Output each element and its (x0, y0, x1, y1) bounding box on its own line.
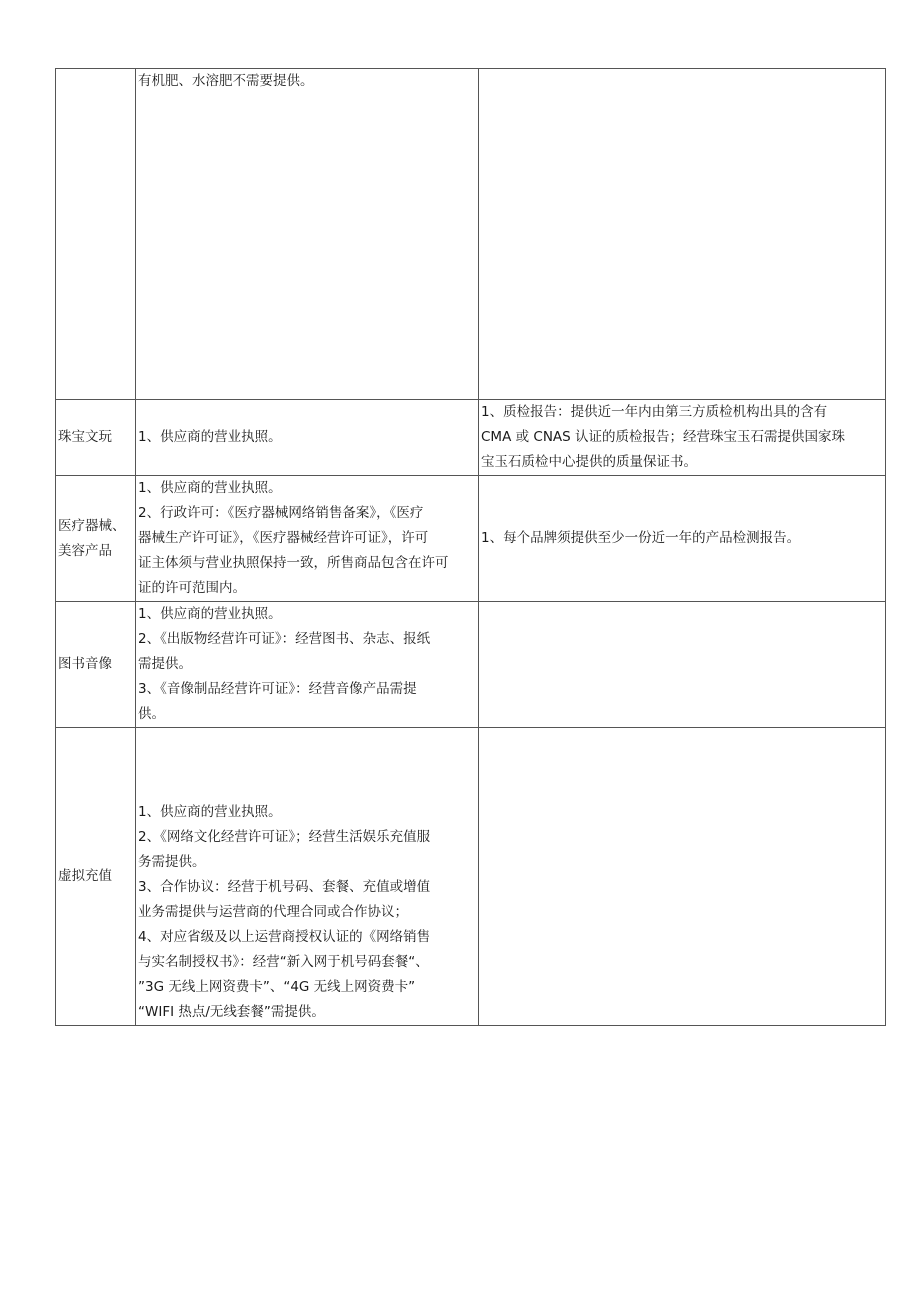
requirement-line: ”3G 无线上网资费卡”、“4G 无线上网资费卡” (138, 979, 416, 995)
category-label: 虚拟充值 (58, 868, 112, 884)
requirements-cell (136, 400, 479, 476)
requirement-line: 有机肥、水溶肥不需要提供。 (138, 73, 314, 89)
requirement-line: 器械生产许可证》，《医疗器械经营许可证》，许可 (138, 530, 429, 546)
quality-cell (479, 602, 886, 728)
table-row (56, 400, 886, 476)
category-cell (56, 602, 136, 728)
quality-line: 1、每个品牌须提供至少一份近一年的产品检测报告。 (481, 530, 801, 546)
category-label: 珠宝文玩 (58, 429, 112, 445)
category-cell (56, 728, 136, 1026)
requirement-line: 4、对应省级及以上运营商授权认证的《网络销售 (138, 929, 431, 945)
category-cell (56, 69, 136, 400)
requirement-line: 2、《出版物经营许可证》：经营图书、杂志、报纸 (138, 631, 431, 647)
table-row (56, 728, 886, 1026)
requirements-cell (136, 728, 479, 1026)
category-cell (56, 400, 136, 476)
requirement-line: 1、供应商的营业执照。 (138, 606, 282, 622)
requirement-line: 1、供应商的营业执照。 (138, 480, 282, 496)
requirements-cell (136, 69, 479, 400)
quality-cell (479, 728, 886, 1026)
category-label: 医疗器械、 (58, 517, 126, 534)
requirement-line: 证主体须与营业执照保持一致，所售商品包含在许可 (138, 555, 449, 571)
requirement-line: 3、合作协议：经营于机号码、套餐、充值或增值 (138, 879, 431, 895)
requirement-line: 供。 (138, 706, 165, 722)
requirement-line: 3、《音像制品经营许可证》：经营音像产品需提 (138, 681, 417, 697)
quality-line: CMA 或 CNAS 认证的质检报告；经营珠宝玉石需提供国家珠 (481, 429, 846, 445)
requirements-table (55, 68, 886, 1026)
quality-cell (479, 476, 886, 602)
requirement-line: “WIFI 热点/无线套餐”需提供。 (138, 1004, 325, 1020)
requirement-line: 与实名制授权书》：经营“新入网于机号码套餐“、 (138, 954, 429, 970)
quality-line: 宝玉石质检中心提供的质量保证书。 (481, 454, 697, 470)
requirement-line: 业务需提供与运营商的代理合同或合作协议； (138, 904, 408, 920)
requirements-cell (136, 602, 479, 728)
requirement-line: 2、《网络文化经营许可证》；经营生活娱乐充值服 (138, 829, 431, 845)
category-label: 图书音像 (58, 656, 112, 672)
category-cell (56, 476, 136, 602)
table-row (56, 602, 886, 728)
requirements-cell (136, 476, 479, 602)
requirement-line: 1、供应商的营业执照。 (138, 804, 282, 820)
table-row (56, 69, 886, 400)
requirement-line: 需提供。 (138, 656, 192, 672)
quality-line: 1、质检报告：提供近一年内由第三方质检机构出具的含有 (481, 404, 828, 420)
quality-cell (479, 69, 886, 400)
quality-cell (479, 400, 886, 476)
requirement-line: 1、供应商的营业执照。 (138, 429, 282, 445)
requirement-line: 务需提供。 (138, 854, 206, 870)
requirement-line: 证的许可范围内。 (138, 580, 246, 596)
requirement-line: 2、行政许可：《医疗器械网络销售备案》，《医疗 (138, 505, 424, 521)
category-label: 美容产品 (58, 542, 112, 559)
table-row (56, 476, 886, 602)
